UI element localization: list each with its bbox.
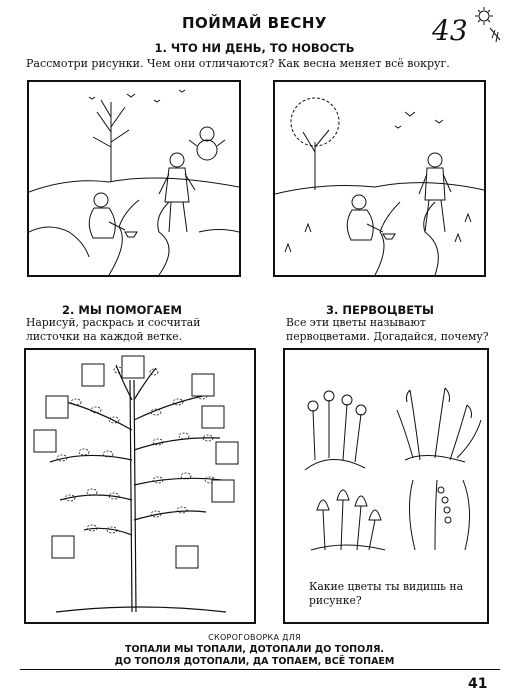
page-title: ПОЙМАЙ ВЕСНУ xyxy=(182,14,327,32)
section1-instruction: Рассмотри рисунки. Чем они отличаются? Как весна меняет всё вокруг. xyxy=(26,57,450,70)
section2-text: Нарисуй, раскрась и сосчитай листочки на каждой ветке. xyxy=(26,316,201,343)
section3-text: Все эти цветы называют первоцветами. Догадайся, почему? xyxy=(286,316,489,343)
section3-heading: 3. ПЕРВОЦВЕТЫ xyxy=(326,303,434,317)
picture-late-spring xyxy=(273,80,486,277)
leaf-count-box xyxy=(34,430,56,452)
tongue-twister-line2: ДО ТОПОЛЯ ДОТОПАЛИ, ДА ТОПАЕМ, ВСЁ ТОПАЕМ xyxy=(114,656,395,667)
picture-early-spring xyxy=(27,80,241,277)
leaf-count-box xyxy=(176,546,198,568)
primroses-frame xyxy=(283,348,489,624)
leaf-count-box xyxy=(122,356,144,378)
tongue-twister-line1: ТОПАЛИ МЫ ТОПАЛИ, ДОТОПАЛИ ДО ТОПОЛЯ. xyxy=(124,644,384,655)
bottom-divider xyxy=(20,669,500,670)
section2-heading: 2. МЫ ПОМОГАЕМ xyxy=(62,303,182,317)
tree-drawing-frame xyxy=(24,348,256,624)
section3-caption: Какие цветы ты видишь на рисунке? xyxy=(309,580,464,607)
coltsfoot-icon xyxy=(305,391,366,470)
leaf-count-box xyxy=(212,480,234,502)
leaf-count-box xyxy=(192,374,214,396)
page-number: 41 xyxy=(468,676,488,692)
leaf-count-box xyxy=(52,536,74,558)
corner-page-number: 43 xyxy=(432,14,468,47)
snowdrop-icon xyxy=(397,388,481,462)
leaf-count-box xyxy=(46,396,68,418)
lily-of-the-valley-icon xyxy=(409,480,469,550)
tongue-twister-label: СКОРОГОВОРКА ДЛЯ xyxy=(208,633,301,642)
leaf-count-box xyxy=(82,364,104,386)
section1-heading: 1. ЧТО НИ ДЕНЬ, ТО НОВОСТЬ xyxy=(154,41,355,55)
snowflake-sun-icon xyxy=(470,6,504,46)
leaf-count-box xyxy=(202,406,224,428)
crocus-icon xyxy=(311,490,385,550)
leaf-count-box xyxy=(216,442,238,464)
